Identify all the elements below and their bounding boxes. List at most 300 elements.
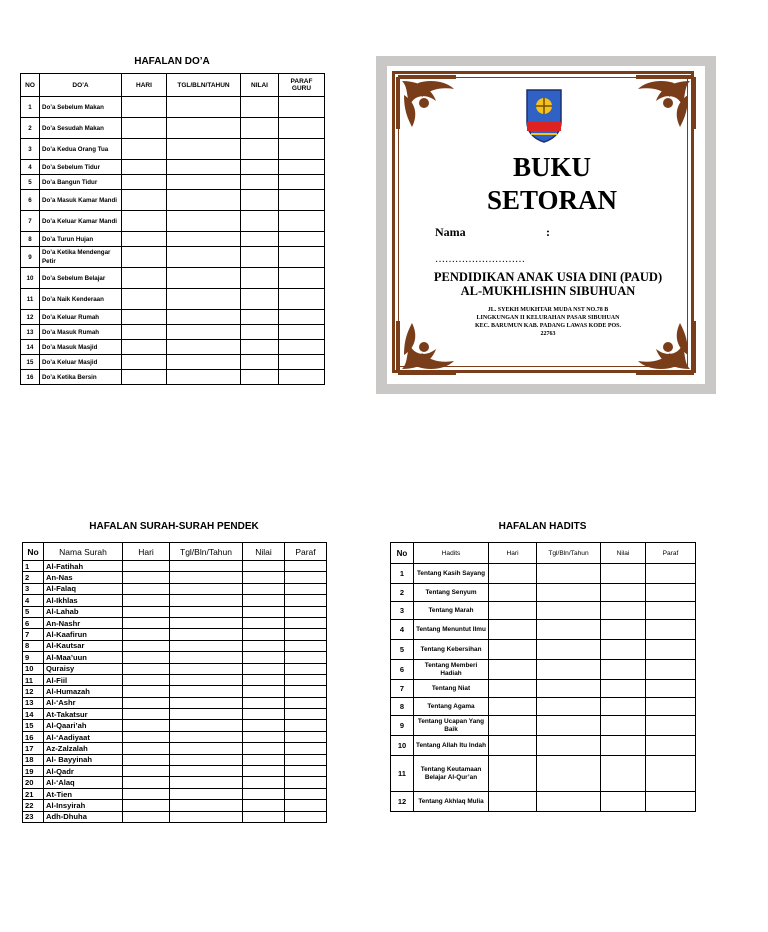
surah-cell-hari[interactable]: [123, 697, 170, 708]
hadits-row: [391, 680, 696, 698]
surah-cell-tanggal[interactable]: [170, 640, 243, 651]
doa-cell-tanggal[interactable]: [167, 160, 241, 175]
doa-row-number: 4: [21, 160, 40, 175]
doa-cell-paraf[interactable]: [279, 310, 325, 325]
doa-row: [21, 325, 325, 340]
hadits-cell-tanggal[interactable]: [537, 756, 601, 792]
surah-row-number: 17: [23, 743, 44, 754]
surah-row-name: Al-Fiil: [44, 674, 123, 685]
hadits-cell-paraf[interactable]: [646, 620, 696, 640]
surah-row: [23, 709, 327, 720]
surah-cell-paraf[interactable]: [285, 800, 327, 811]
hadits-row-number: 1: [391, 564, 414, 584]
hadits-header-nilai: Nilai: [601, 543, 646, 564]
surah-row-number: 1: [23, 561, 44, 572]
surah-cell-hari[interactable]: [123, 595, 170, 606]
surah-cell-hari[interactable]: [123, 720, 170, 731]
hadits-cell-nilai[interactable]: [601, 680, 646, 698]
hadits-cell-paraf[interactable]: [646, 584, 696, 602]
doa-cell-nilai[interactable]: [241, 310, 279, 325]
hadits-cell-hari[interactable]: [489, 756, 537, 792]
doa-cell-paraf[interactable]: [279, 190, 325, 211]
doa-row-number: 11: [21, 289, 40, 310]
doa-cell-hari[interactable]: [122, 160, 167, 175]
hadits-row-number: 11: [391, 756, 414, 792]
doa-cell-hari[interactable]: [122, 268, 167, 289]
surah-cell-paraf[interactable]: [285, 743, 327, 754]
hadits-cell-tanggal[interactable]: [537, 680, 601, 698]
hadits-row: [391, 602, 696, 620]
hadits-cell-tanggal[interactable]: [537, 736, 601, 756]
hadits-cell-paraf[interactable]: [646, 736, 696, 756]
doa-row-name: Do’a Masuk Kamar Mandi: [40, 190, 122, 211]
hadits-cell-hari[interactable]: [489, 698, 537, 716]
doa-row: [21, 268, 325, 289]
hadits-cell-nilai[interactable]: [601, 660, 646, 680]
doa-cell-hari[interactable]: [122, 232, 167, 247]
hadits-row-name: Tentang Kasih Sayang: [414, 564, 489, 584]
doa-cell-hari[interactable]: [122, 118, 167, 139]
doa-cell-tanggal[interactable]: [167, 355, 241, 370]
doa-cell-nilai[interactable]: [241, 118, 279, 139]
hadits-row-number: 4: [391, 620, 414, 640]
doa-header-doa: DO’A: [40, 74, 122, 97]
surah-cell-paraf[interactable]: [285, 766, 327, 777]
surah-cell-tanggal[interactable]: [170, 720, 243, 731]
surah-cell-paraf[interactable]: [285, 674, 327, 685]
doa-cell-paraf[interactable]: [279, 268, 325, 289]
surah-cell-paraf[interactable]: [285, 652, 327, 663]
doa-cell-nilai[interactable]: [241, 175, 279, 190]
surah-row-number: 15: [23, 720, 44, 731]
surah-row-number: 21: [23, 788, 44, 799]
doa-row-name: Do’a Keluar Rumah: [40, 310, 122, 325]
hadits-cell-nilai[interactable]: [601, 756, 646, 792]
surah-row: [23, 777, 327, 788]
surah-cell-tanggal[interactable]: [170, 606, 243, 617]
surah-cell-nilai[interactable]: [243, 629, 285, 640]
surah-row-name: An-Nas: [44, 572, 123, 583]
nama-label: Nama: [435, 225, 466, 239]
surah-cell-paraf[interactable]: [285, 720, 327, 731]
surah-cell-paraf[interactable]: [285, 629, 327, 640]
doa-row: [21, 247, 325, 268]
doa-cell-nilai[interactable]: [241, 340, 279, 355]
surah-cell-paraf[interactable]: [285, 640, 327, 651]
doa-cell-tanggal[interactable]: [167, 175, 241, 190]
hadits-cell-hari[interactable]: [489, 716, 537, 736]
hadits-cell-nilai[interactable]: [601, 564, 646, 584]
hadits-cell-nilai[interactable]: [601, 736, 646, 756]
hadits-cell-paraf[interactable]: [646, 756, 696, 792]
hadits-cell-hari[interactable]: [489, 792, 537, 812]
hadits-row: [391, 620, 696, 640]
surah-cell-tanggal[interactable]: [170, 697, 243, 708]
hadits-cell-nilai[interactable]: [601, 620, 646, 640]
surah-row-name: Al-Lahab: [44, 606, 123, 617]
doa-cell-nilai[interactable]: [241, 232, 279, 247]
hadits-cell-tanggal[interactable]: [537, 564, 601, 584]
surah-row-number: 3: [23, 583, 44, 594]
surah-row-name: Al-‘Aadiyaat: [44, 731, 123, 742]
doa-row-number: 5: [21, 175, 40, 190]
doa-cell-tanggal[interactable]: [167, 118, 241, 139]
surah-cell-nilai[interactable]: [243, 606, 285, 617]
surah-cell-nilai[interactable]: [243, 663, 285, 674]
ornament-top-left: [396, 75, 460, 133]
surah-row-number: 23: [23, 811, 44, 822]
hadits-cell-tanggal[interactable]: [537, 620, 601, 640]
surah-cell-nilai[interactable]: [243, 754, 285, 765]
surah-cell-nilai[interactable]: [243, 709, 285, 720]
doa-cell-tanggal[interactable]: [167, 325, 241, 340]
surah-cell-nilai[interactable]: [243, 674, 285, 685]
hadits-cell-paraf[interactable]: [646, 680, 696, 698]
hadits-row: [391, 698, 696, 716]
doa-row: [21, 340, 325, 355]
surah-cell-tanggal[interactable]: [170, 663, 243, 674]
doa-row: [21, 370, 325, 385]
surah-cell-paraf[interactable]: [285, 811, 327, 822]
hadits-row-number: 3: [391, 602, 414, 620]
surah-cell-paraf[interactable]: [285, 617, 327, 628]
doa-cell-tanggal[interactable]: [167, 232, 241, 247]
doa-cell-hari[interactable]: [122, 139, 167, 160]
hadits-row-number: 7: [391, 680, 414, 698]
doa-cell-hari[interactable]: [122, 211, 167, 232]
surah-cell-nilai[interactable]: [243, 572, 285, 583]
hadits-cell-nilai[interactable]: [601, 584, 646, 602]
surah-cell-hari[interactable]: [123, 800, 170, 811]
surah-cell-paraf[interactable]: [285, 731, 327, 742]
surah-cell-hari[interactable]: [123, 777, 170, 788]
surah-row-name: Al-Kaafirun: [44, 629, 123, 640]
doa-cell-paraf[interactable]: [279, 325, 325, 340]
hadits-row-name: Tentang Niat: [414, 680, 489, 698]
doa-header-tanggal: TGL/BLN/TAHUN: [167, 74, 241, 97]
school-name-line2: AL-MUKHLISHIN SIBUHUAN: [460, 284, 636, 298]
surah-cell-tanggal[interactable]: [170, 629, 243, 640]
hadits-cell-nilai[interactable]: [601, 792, 646, 812]
doa-cell-tanggal[interactable]: [167, 97, 241, 118]
doa-cell-paraf[interactable]: [279, 370, 325, 385]
surah-row-name: Az-Zalzalah: [44, 743, 123, 754]
surah-cell-paraf[interactable]: [285, 572, 327, 583]
hadits-cell-paraf[interactable]: [646, 602, 696, 620]
surah-cell-tanggal[interactable]: [170, 674, 243, 685]
surah-header-no: No: [23, 543, 44, 561]
address-line4: 22763: [540, 331, 556, 337]
surah-cell-nilai[interactable]: [243, 561, 285, 572]
hadits-cell-tanggal[interactable]: [537, 698, 601, 716]
surah-cell-paraf[interactable]: [285, 709, 327, 720]
hadits-cell-hari[interactable]: [489, 602, 537, 620]
doa-row: [21, 355, 325, 370]
hadits-row: [391, 584, 696, 602]
doa-cell-tanggal[interactable]: [167, 190, 241, 211]
hadits-header-hadits: Hadits: [414, 543, 489, 564]
surah-cell-nilai[interactable]: [243, 686, 285, 697]
surah-cell-tanggal[interactable]: [170, 788, 243, 799]
surah-cell-tanggal[interactable]: [170, 800, 243, 811]
doa-cell-tanggal[interactable]: [167, 310, 241, 325]
doa-row: [21, 160, 325, 175]
doa-cell-tanggal[interactable]: [167, 340, 241, 355]
doa-cell-nilai[interactable]: [241, 139, 279, 160]
surah-cell-nilai[interactable]: [243, 731, 285, 742]
surah-cell-hari[interactable]: [123, 709, 170, 720]
surah-row-name: Al-Fatihah: [44, 561, 123, 572]
surah-row-number: 19: [23, 766, 44, 777]
doa-cell-hari[interactable]: [122, 370, 167, 385]
hadits-header-tanggal: Tgl/Bln/Tahun: [537, 543, 601, 564]
surah-cell-hari[interactable]: [123, 731, 170, 742]
regency-emblem-icon: [523, 86, 565, 144]
hadits-cell-hari[interactable]: [489, 640, 537, 660]
hadits-cell-paraf[interactable]: [646, 640, 696, 660]
surah-cell-hari[interactable]: [123, 617, 170, 628]
surah-row: [23, 686, 327, 697]
doa-cell-hari[interactable]: [122, 190, 167, 211]
doa-cell-hari[interactable]: [122, 310, 167, 325]
cover-title-line1: BUKU: [512, 152, 591, 182]
hadits-cell-nilai[interactable]: [601, 698, 646, 716]
surah-row: [23, 663, 327, 674]
surah-row: [23, 788, 327, 799]
doa-cell-tanggal[interactable]: [167, 370, 241, 385]
surah-row-number: 5: [23, 606, 44, 617]
hadits-cell-hari[interactable]: [489, 660, 537, 680]
doa-cell-nilai[interactable]: [241, 268, 279, 289]
doa-cell-paraf[interactable]: [279, 340, 325, 355]
doa-row: [21, 97, 325, 118]
hadits-row-number: 2: [391, 584, 414, 602]
hadits-table-body: [391, 564, 696, 812]
surah-cell-tanggal[interactable]: [170, 572, 243, 583]
surah-row-number: 13: [23, 697, 44, 708]
doa-cell-paraf[interactable]: [279, 289, 325, 310]
surah-cell-tanggal[interactable]: [170, 709, 243, 720]
surah-cell-tanggal[interactable]: [170, 766, 243, 777]
surah-cell-paraf[interactable]: [285, 697, 327, 708]
surah-row-number: 4: [23, 595, 44, 606]
surah-header-hari: Hari: [123, 543, 170, 561]
surah-row: [23, 754, 327, 765]
doa-cell-paraf[interactable]: [279, 175, 325, 190]
surah-cell-hari[interactable]: [123, 663, 170, 674]
doa-cell-nilai[interactable]: [241, 247, 279, 268]
doa-cell-paraf[interactable]: [279, 160, 325, 175]
surah-cell-tanggal[interactable]: [170, 617, 243, 628]
surah-row-name: Al-Kautsar: [44, 640, 123, 651]
surah-cell-hari[interactable]: [123, 583, 170, 594]
hadits-cell-tanggal[interactable]: [537, 716, 601, 736]
doa-cell-hari[interactable]: [122, 97, 167, 118]
hadits-cell-hari[interactable]: [489, 680, 537, 698]
surah-cell-nilai[interactable]: [243, 595, 285, 606]
doa-cell-nilai[interactable]: [241, 160, 279, 175]
hadits-cell-hari[interactable]: [489, 564, 537, 584]
address-line2: LINGKUNGAN II KELURAHAN PASAR SIBUHUAN: [476, 315, 620, 321]
surah-cell-paraf[interactable]: [285, 754, 327, 765]
surah-cell-tanggal[interactable]: [170, 811, 243, 822]
surah-cell-hari[interactable]: [123, 561, 170, 572]
hadits-cell-tanggal[interactable]: [537, 660, 601, 680]
doa-cell-nilai[interactable]: [241, 97, 279, 118]
doa-cell-nilai[interactable]: [241, 289, 279, 310]
surah-cell-paraf[interactable]: [285, 583, 327, 594]
surah-cell-nilai[interactable]: [243, 640, 285, 651]
surah-cell-nilai[interactable]: [243, 788, 285, 799]
surah-row-number: 6: [23, 617, 44, 628]
hadits-cell-paraf[interactable]: [646, 716, 696, 736]
surah-cell-hari[interactable]: [123, 754, 170, 765]
hadits-cell-tanggal[interactable]: [537, 640, 601, 660]
surah-cell-hari[interactable]: [123, 606, 170, 617]
surah-row-name: Al-Qaari’ah: [44, 720, 123, 731]
surah-header-nama: Nama Surah: [44, 543, 123, 561]
surah-cell-paraf[interactable]: [285, 606, 327, 617]
surah-row-number: 18: [23, 754, 44, 765]
surah-cell-nilai[interactable]: [243, 697, 285, 708]
doa-cell-paraf[interactable]: [279, 211, 325, 232]
doa-cell-tanggal[interactable]: [167, 268, 241, 289]
doa-cell-nilai[interactable]: [241, 190, 279, 211]
doa-cell-nilai[interactable]: [241, 211, 279, 232]
surah-cell-nilai[interactable]: [243, 766, 285, 777]
surah-cell-tanggal[interactable]: [170, 561, 243, 572]
doa-cell-hari[interactable]: [122, 247, 167, 268]
surah-cell-hari[interactable]: [123, 811, 170, 822]
surah-cell-tanggal[interactable]: [170, 652, 243, 663]
doa-cell-hari[interactable]: [122, 175, 167, 190]
doa-row-name: Do’a Ketika Bersin: [40, 370, 122, 385]
surah-cell-paraf[interactable]: [285, 595, 327, 606]
surah-row-number: 9: [23, 652, 44, 663]
doa-row-number: 10: [21, 268, 40, 289]
surah-cell-tanggal[interactable]: [170, 583, 243, 594]
surah-row-name: Quraisy: [44, 663, 123, 674]
hadits-cell-nilai[interactable]: [601, 640, 646, 660]
hadits-cell-paraf[interactable]: [646, 698, 696, 716]
surah-cell-paraf[interactable]: [285, 686, 327, 697]
doa-cell-tanggal[interactable]: [167, 289, 241, 310]
surah-cell-nilai[interactable]: [243, 720, 285, 731]
doa-row-name: Do’a Kedua Orang Tua: [40, 139, 122, 160]
hadits-row-name: Tentang Marah: [414, 602, 489, 620]
hadits-row-number: 10: [391, 736, 414, 756]
doa-cell-tanggal[interactable]: [167, 211, 241, 232]
surah-cell-hari[interactable]: [123, 674, 170, 685]
doa-cell-paraf[interactable]: [279, 232, 325, 247]
surah-cell-tanggal[interactable]: [170, 686, 243, 697]
doa-row: [21, 310, 325, 325]
doa-cell-tanggal[interactable]: [167, 247, 241, 268]
surah-cell-tanggal[interactable]: [170, 595, 243, 606]
hadits-cell-paraf[interactable]: [646, 792, 696, 812]
surah-cell-hari[interactable]: [123, 766, 170, 777]
doa-cell-paraf[interactable]: [279, 247, 325, 268]
hadits-row-number: 8: [391, 698, 414, 716]
surah-cell-paraf[interactable]: [285, 561, 327, 572]
surah-row: [23, 731, 327, 742]
doa-cell-hari[interactable]: [122, 289, 167, 310]
address-line1: JL. SYEKH MUKHTAR MUDA NST NO.78 B: [487, 307, 609, 313]
hadits-cell-paraf[interactable]: [646, 660, 696, 680]
surah-cell-tanggal[interactable]: [170, 743, 243, 754]
ornament-top-right: [632, 75, 696, 133]
hadits-cell-tanggal[interactable]: [537, 602, 601, 620]
surah-row-name: Al-Ikhlas: [44, 595, 123, 606]
surah-cell-paraf[interactable]: [285, 663, 327, 674]
doa-table-header: [21, 74, 325, 97]
doa-cell-paraf[interactable]: [279, 355, 325, 370]
doa-row-name: Do’a Sebelum Tidur: [40, 160, 122, 175]
doa-cell-paraf[interactable]: [279, 139, 325, 160]
surah-cell-paraf[interactable]: [285, 777, 327, 788]
surah-cell-tanggal[interactable]: [170, 754, 243, 765]
surah-cell-hari[interactable]: [123, 743, 170, 754]
surah-cell-nilai[interactable]: [243, 777, 285, 788]
hadits-row-number: 6: [391, 660, 414, 680]
surah-cell-hari[interactable]: [123, 572, 170, 583]
hadits-row-number: 9: [391, 716, 414, 736]
surah-cell-hari[interactable]: [123, 652, 170, 663]
hadits-row-name: Tentang Akhlaq Mulia: [414, 792, 489, 812]
hadits-cell-paraf[interactable]: [646, 564, 696, 584]
hadits-cell-nilai[interactable]: [601, 602, 646, 620]
doa-cell-nilai[interactable]: [241, 370, 279, 385]
surah-cell-hari[interactable]: [123, 629, 170, 640]
surah-row: [23, 697, 327, 708]
hadits-cell-nilai[interactable]: [601, 716, 646, 736]
doa-header-paraf: PARAF GURU: [279, 74, 325, 97]
hadits-cell-hari[interactable]: [489, 620, 537, 640]
surah-cell-paraf[interactable]: [285, 788, 327, 799]
doa-cell-paraf[interactable]: [279, 118, 325, 139]
doa-row-number: 6: [21, 190, 40, 211]
doa-cell-paraf[interactable]: [279, 97, 325, 118]
hadits-table: [390, 542, 696, 812]
doa-cell-nilai[interactable]: [241, 325, 279, 340]
surah-cell-hari[interactable]: [123, 686, 170, 697]
surah-cell-nilai[interactable]: [243, 617, 285, 628]
surah-cell-nilai[interactable]: [243, 811, 285, 822]
doa-cell-hari[interactable]: [122, 325, 167, 340]
surah-cell-tanggal[interactable]: [170, 731, 243, 742]
surah-cell-nilai[interactable]: [243, 583, 285, 594]
surah-row: [23, 811, 327, 822]
surah-cell-tanggal[interactable]: [170, 777, 243, 788]
surah-cell-nilai[interactable]: [243, 652, 285, 663]
hadits-cell-tanggal[interactable]: [537, 792, 601, 812]
doa-cell-tanggal[interactable]: [167, 139, 241, 160]
doa-cell-nilai[interactable]: [241, 355, 279, 370]
surah-row-name: An-Nashr: [44, 617, 123, 628]
surah-cell-nilai[interactable]: [243, 743, 285, 754]
hadits-cell-hari[interactable]: [489, 584, 537, 602]
surah-cell-nilai[interactable]: [243, 800, 285, 811]
surah-cell-hari[interactable]: [123, 788, 170, 799]
surah-cell-hari[interactable]: [123, 640, 170, 651]
hadits-cell-tanggal[interactable]: [537, 584, 601, 602]
doa-cell-hari[interactable]: [122, 340, 167, 355]
hadits-cell-hari[interactable]: [489, 736, 537, 756]
doa-row: [21, 175, 325, 190]
doa-row-name: Do’a Sesudah Makan: [40, 118, 122, 139]
doa-cell-hari[interactable]: [122, 355, 167, 370]
hadits-row-number: 12: [391, 792, 414, 812]
